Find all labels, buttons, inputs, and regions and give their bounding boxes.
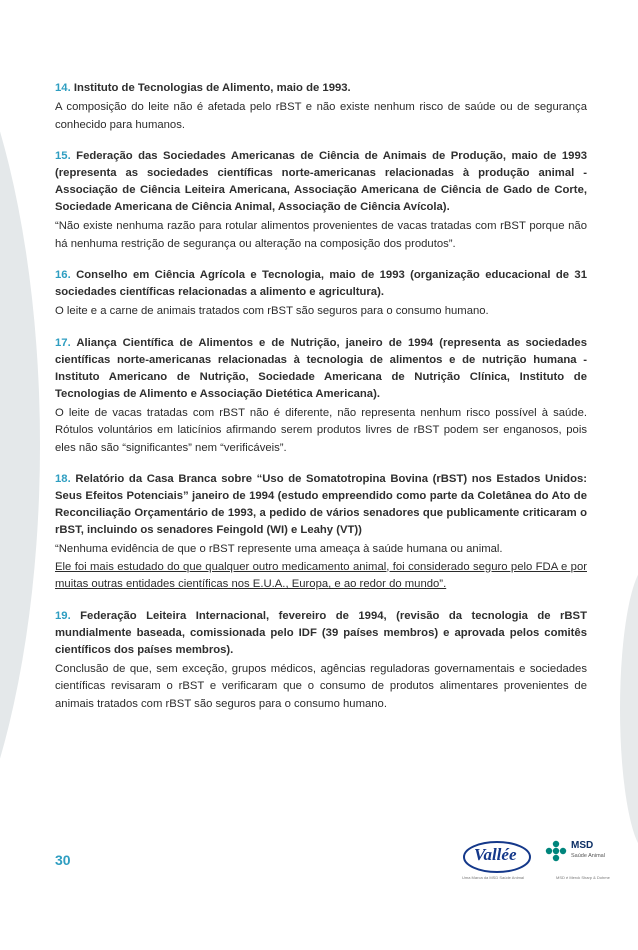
underlined-quote-text: Ele foi mais estudado do que qualquer outro medicamento animal, foi considerado seguro pelo FDA e por muitas outras entidades científicas nos E.U.A., Europa, e ao redor do mundo”. xyxy=(55,560,587,590)
section-text: “Não existe nenhuma razão para rotular alimentos provenientes de vacas tratadas com rBST porque não há nenhuma restrição de segurança ou alteração na composição dos produtos”. xyxy=(55,220,587,250)
section-18 xyxy=(55,471,587,594)
section-title: Relatório da Casa Branca sobre “Uso de Somatotropina Bovina (rBST) nos Estados Unidos: Seus Efeitos Potenciais” janeiro de 1994 (estudo empreendido como parte da Coletânea do Ato de Reconciliação Orçamentário de 1993, a pedido de vários senadores que publicamente criticaram o rBST, incluindo os senadores Feingold (WI) e Leahy (VT)) xyxy=(55,473,588,536)
page-number: 30 xyxy=(55,852,71,868)
section-heading xyxy=(55,148,587,216)
msd-logo-icon xyxy=(545,840,567,862)
vallee-logo-text: Vallée xyxy=(474,845,517,864)
section-heading xyxy=(55,80,587,97)
section-text: O leite de vacas tratadas com rBST não é diferente, não representa nenhum risco possível à saúde. Rótulos voluntários em laticínios afirmando serem produtos livres de rBST podem ser enganosos, pois eles não são “significantes” nem “verificáveis”. xyxy=(55,406,587,454)
vallee-tagline: Uma Marca da MSD Saúde Animal xyxy=(462,875,525,880)
section-number: 17. xyxy=(55,336,71,349)
section-heading xyxy=(55,471,587,539)
section-number: 18. xyxy=(55,473,71,485)
section-19 xyxy=(55,608,587,714)
section-text: O leite e a carne de animais tratados com rBST são seguros para o consumo humano. xyxy=(55,305,489,317)
section-15 xyxy=(55,148,587,253)
msd-subtitle: Saúde Animal xyxy=(571,853,605,859)
quote-text: “Nenhuma evidência de que o rBST represente uma ameaça à saúde humana ou animal. xyxy=(55,543,503,555)
section-number: 14. xyxy=(55,82,71,94)
msd-logo-text: MSD xyxy=(571,840,594,851)
section-16 xyxy=(55,267,587,321)
section-heading xyxy=(55,335,587,403)
msd-tagline: MSD é Merck Sharp & Dohme xyxy=(556,875,610,880)
section-title: Conselho em Ciência Agrícola e Tecnologia, maio de 1993 (organização educacional de 31 sociedades científicas relacionadas a alimento e agricultura). xyxy=(55,269,587,298)
section-title: Federação das Sociedades Americanas de Ciência de Animais de Produção, maio de 1993 (representa as sociedades científicas norte-americanas relacionadas à produção animal - Associação de Ciência Leiteira Americana, Associação Americana de Ciência de Gado de Corte, Sociedade Americana de Ciência Animal, Associação de Ciência Avícola). xyxy=(55,150,588,213)
section-heading xyxy=(55,608,587,659)
section-number: 15. xyxy=(55,150,71,162)
section-number: 19. xyxy=(55,609,71,622)
section-title: Instituto de Tecnologias de Alimento, maio de 1993. xyxy=(73,82,351,94)
section-title: Federação Leiteira Internacional, fevereiro de 1994, (revisão da tecnologia de rBST mundialmente baseada, comissionada pelo IDF (39 países membros) e aprovada pelos comitês científicos dos países membros). xyxy=(55,609,587,656)
document-body xyxy=(55,80,587,727)
left-decorative-shape xyxy=(0,0,40,950)
right-decorative-shape xyxy=(620,564,638,854)
section-text: A composição do leite não é afetada pelo rBST e não existe nenhum risco de saúde ou de segurança conhecido para humanos. xyxy=(55,101,587,131)
section-text xyxy=(55,541,587,594)
section-14 xyxy=(55,80,587,134)
section-text: Conclusão de que, sem exceção, grupos médicos, agências reguladoras governamentais e sociedades científicas revisaram o rBST e verificaram que o consumo de produtos alimentares provenientes de animais tratados com rBST são seguros para o consumo humano. xyxy=(55,662,587,710)
section-heading xyxy=(55,267,587,301)
section-17 xyxy=(55,335,587,458)
section-title: Aliança Científica de Alimentos e de Nutrição, janeiro de 1994 (representa as sociedades científicas norte-americanas relacionadas à tecnologia de alimentos e de nutrição humana - Instituto Americano de Nutrição, Sociedade Americana de Nutrição Clínica, Instituto de Tecnologias de Alimento e Associação Dietética Americana). xyxy=(55,336,587,400)
section-number: 16. xyxy=(55,269,71,281)
